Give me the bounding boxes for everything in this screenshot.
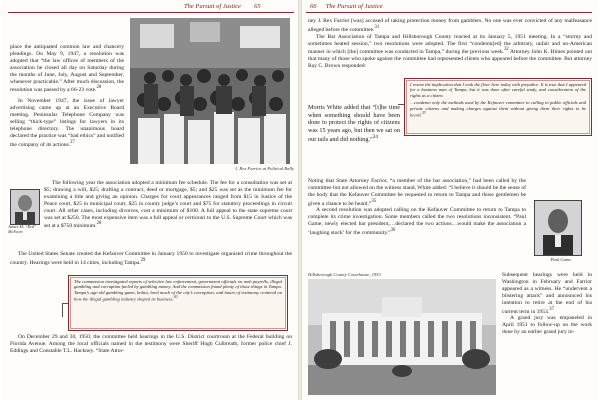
page-number: 65 (254, 3, 261, 10)
text-white-narrow (308, 104, 400, 144)
portrait-caption: Paul Game (550, 257, 572, 262)
paragraph-white: Morris White added that “[t]he time when something should have been done to protect the rights of citizens was 15 years ago, but then we sat on our tails and did nothing.” (308, 104, 400, 144)
paragraph-bar-reaction: The Bar Association of Tampa and Hillsborough County reacted at its January 5, 1951 meeting. In a “stormy and sometimes heated session,” two resolutions were adopted. The first “condemn[ed] the arbitrary, unfair and un-American manner in which [the] committee was conducted in Tampa,” during the previous week. (308, 33, 592, 56)
footnote-ref: 29 (140, 257, 146, 263)
running-head-left (184, 3, 261, 12)
text-washington (502, 272, 592, 336)
header-rule (8, 12, 294, 13)
text-top-right (308, 18, 592, 70)
footnote-ref: 30 (173, 295, 178, 300)
running-head-title: The Pursuit of Justice (184, 3, 241, 10)
footnote-ref: 32 (504, 47, 509, 53)
paragraph-hearings: On December 29 and 30, 1950, the committee held hearings in the U.S. District courtroom at the Federal building on Florida Avenue. Among the local officials named in the testimony were Sheriff Hugh Culbreath, former police chief J. Eddings and Constable T.L. Hackney. “State Attor- (10, 334, 292, 354)
pull-quote-commission (68, 275, 288, 331)
running-head-right (310, 3, 383, 12)
quote-text: …condemn only the methods used by the Kefauver committee in calling in public officials and private citizens and making charges against them without giving them their rights to be heard. (410, 100, 586, 118)
paragraph-himes: Attorney John K. Himes pointed out that many of those who spoke against the committee had represented clients who appeared before the committee. But attorney Ray C. Brown responded: (308, 49, 592, 70)
paragraph-fee-schedule: The following year the association adopted a minimum fee schedule. The fee for a consultation was set at $5; drawing a will, $25; drafting a contract, deed or mortgage, $5; and $25 was set as the minimum fee for examining a title and giving an opinion. Charges for court appearances ranged from $15 in Justice of the Peace court, $25 in municipal court, $25 in county judge’s court and $75 for statutory proceedings in circuit court. All other cases, including divorces, cost a minimum of $100. A full appeal to the state supreme court was set at $250. The most expensive item was a full appeal or certiorari to the U.S. Supreme Court which was set at a $750 minimum. (44, 180, 292, 230)
left-page (2, 0, 298, 400)
footnote-ref: 35 (371, 198, 377, 204)
footnote-ref: 31 (374, 24, 380, 30)
courthouse-photo (308, 279, 496, 395)
paragraph-saturday: place the antiquated common law and chancery pleadings. On May 9, 1947, a resolution was adopted that “the law offices of members of the association be closed all day on Saturday during the months of June, July, August and September, whenever practicable.” After much discussion, the resolution was passed by a 66-23 vote. (10, 44, 124, 94)
page-number: 66 (310, 3, 317, 10)
footnote-ref: 28 (96, 221, 102, 227)
game-portrait (534, 200, 582, 256)
footnote-ref: 27 (70, 139, 75, 145)
footnote-ref: 36 (390, 228, 396, 234)
quote-text: I resent the implication that I took the floor here today with prejudice. It is true that I appeared for a business man of Tampa, but it was done after careful study, and consideration of the rights as a citizen. (410, 82, 586, 98)
paragraph-farrior: ney J. Rex Farrior [was] accused of taking protection money from gamblers. No one was ever convicted of any malfeasance alleged before the committee. (308, 18, 592, 33)
mcewen-portrait (10, 189, 40, 225)
text-hearings (10, 334, 292, 355)
paragraph-grand-jury: A grand jury was empaneled in April 1951 to follow-up on the work done by an earlier grand jury in- (502, 315, 592, 336)
quote-leader-line (62, 303, 63, 317)
rally-photo (130, 18, 290, 164)
paragraph-washington: Subsequent hearings were held in Washington in February and Farrior appeared as a witness. He “undervent a blistering attack” and announced his intention to retire at the end of his current term in 1953. (502, 272, 592, 315)
portrait-caption: James M. “Red” McEwen (8, 224, 37, 234)
paragraph-second-resolution: A second resolution was adopted calling on the Kefauver Committee to return to Tampa to complete its crime investigation. Some members called the two resolutions inconsistent. “Paul Game, newly elected bar president,…declared the two actions…would make the association a ‘laughing stock’ for the community.” (308, 207, 526, 237)
text-column-upper (10, 44, 124, 148)
paragraph-farrior-called: Noting that State Attorney Farrior, “a member of the bar association,” had been called by the committee but not allowed on the witness stand, White added: “I believe it should be the sense of the body that the Kefauver Committee be requested to return to Tampa and those gentlemen be given a chance to be heard.” (308, 178, 526, 207)
paragraph-senate: The United States Senate created the Kefauver Committee in January 1950 to investigate organized crime throughout the country. Hearings were held in 14 cities, including Tampa. (10, 251, 292, 266)
text-senate (10, 251, 292, 267)
text-fee-schedule (44, 180, 292, 230)
quote-text: The commission investigated reports of selective law enforcement, government officials on mob payrolls, illegal gambling and corruption fueled by gambling money. And the commission found plenty of those things in Tampa. Tampa’s age-old gambling game, bolita, bred much of the city’s corruption, and hours of testimony centered on how the illegal gambling industry shaped its business. (74, 279, 282, 302)
running-head-title: The Pursuit of Justice (325, 3, 383, 10)
footnote-ref: 33 (421, 111, 426, 116)
photo-caption: J. Rex Farrior at Political Rally (235, 166, 294, 171)
pull-quote-brown (404, 78, 592, 136)
right-page (302, 0, 598, 400)
footnote-ref: 28 (96, 85, 102, 91)
footnote-ref: 37 (549, 306, 554, 312)
footnote-ref: 34 (372, 134, 378, 141)
building-caption: Hillsborough County Courthouse, 1953 (308, 272, 381, 277)
header-rule (306, 12, 592, 13)
quote-leader-line (62, 303, 68, 304)
paragraph-advertising: In November 1947, the issue of lawyer advertising came up at an Executive Board meeting. Peninsular Telephone Company was selling “thick-type” listings for lawyers in its telephone directory. The unanimous board declared the practice was “bad ethics” and notified the company of its actions. (10, 98, 124, 148)
text-resolutions (308, 178, 526, 237)
